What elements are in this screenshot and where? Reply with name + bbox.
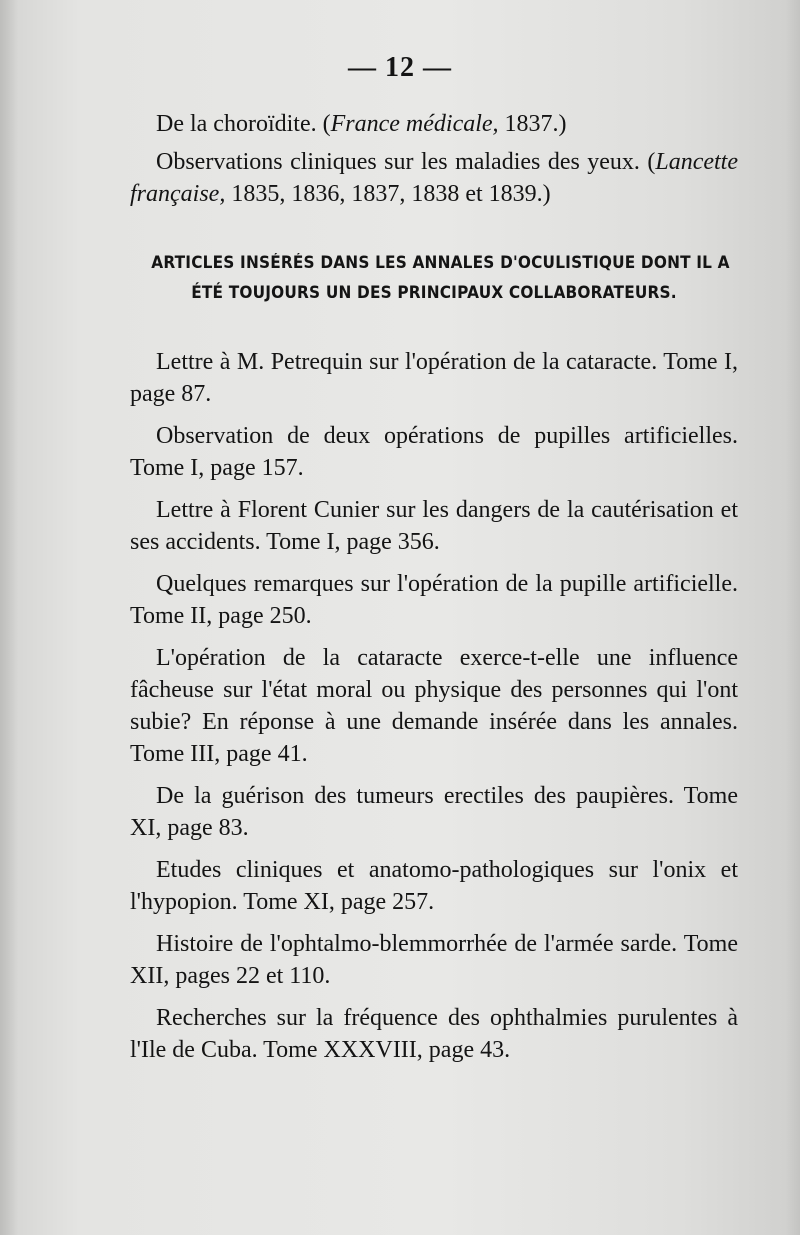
bibliography-entry <box>130 108 738 140</box>
section-heading-line: ARTICLES INSÉRÉS DANS LES ANNALES D'OCULISTIQUE DONT IL A <box>151 253 730 272</box>
article-entry: Etudes cliniques et anatomo-pathologiques sur l'onix et l'hypopion. Tome XI, page 257. <box>130 857 738 915</box>
section-heading <box>151 248 730 308</box>
article-entry: Recherches sur la fréquence des ophthalmies purulentes à l'Ile de Cuba. Tome XXXVIII, page 43. <box>130 1005 738 1063</box>
page-number: — 12 — <box>348 52 452 83</box>
article-entry: L'opération de la cataracte exerce-t-elle une influence fâcheuse sur l'état moral ou physique des personnes qui l'ont subie? En réponse à une demande insérée dans les annales. Tome III, page 41. <box>130 645 738 767</box>
article-entry: Lettre à M. Petrequin sur l'opération de la cataracte. Tome I, page 87. <box>130 349 738 407</box>
article-entry: Lettre à Florent Cunier sur les dangers de la cautérisation et ses accidents. Tome I, page 356. <box>130 497 738 555</box>
article-entry: Quelques remarques sur l'opération de la pupille artificielle. Tome II, page 250. <box>130 571 738 629</box>
section-heading-line: ÉTÉ TOUJOURS UN DES PRINCIPAUX COLLABORATEURS. <box>191 283 677 302</box>
page-body <box>130 108 738 1076</box>
article-entry: De la guérison des tumeurs erectiles des paupières. Tome XI, page 83. <box>130 783 738 841</box>
entry-text: De la choroïdite. ( <box>156 111 331 137</box>
article-entry: Histoire de l'ophtalmo-blemmorrhée de l'armée sarde. Tome XII, pages 22 et 110. <box>130 931 738 989</box>
journal-title: France médicale, <box>330 111 499 137</box>
entry-text: 1837.) <box>498 111 567 137</box>
article-entry: Observation de deux opérations de pupilles artificielles. Tome I, page 157. <box>130 423 738 481</box>
bibliography-entry <box>130 146 738 210</box>
entry-text: Observations cliniques sur les maladies des yeux. ( <box>156 149 656 175</box>
entry-text: 1835, 1836, 1837, 1838 et 1839.) <box>225 181 551 207</box>
journal-title: Lancette française, <box>130 149 738 207</box>
